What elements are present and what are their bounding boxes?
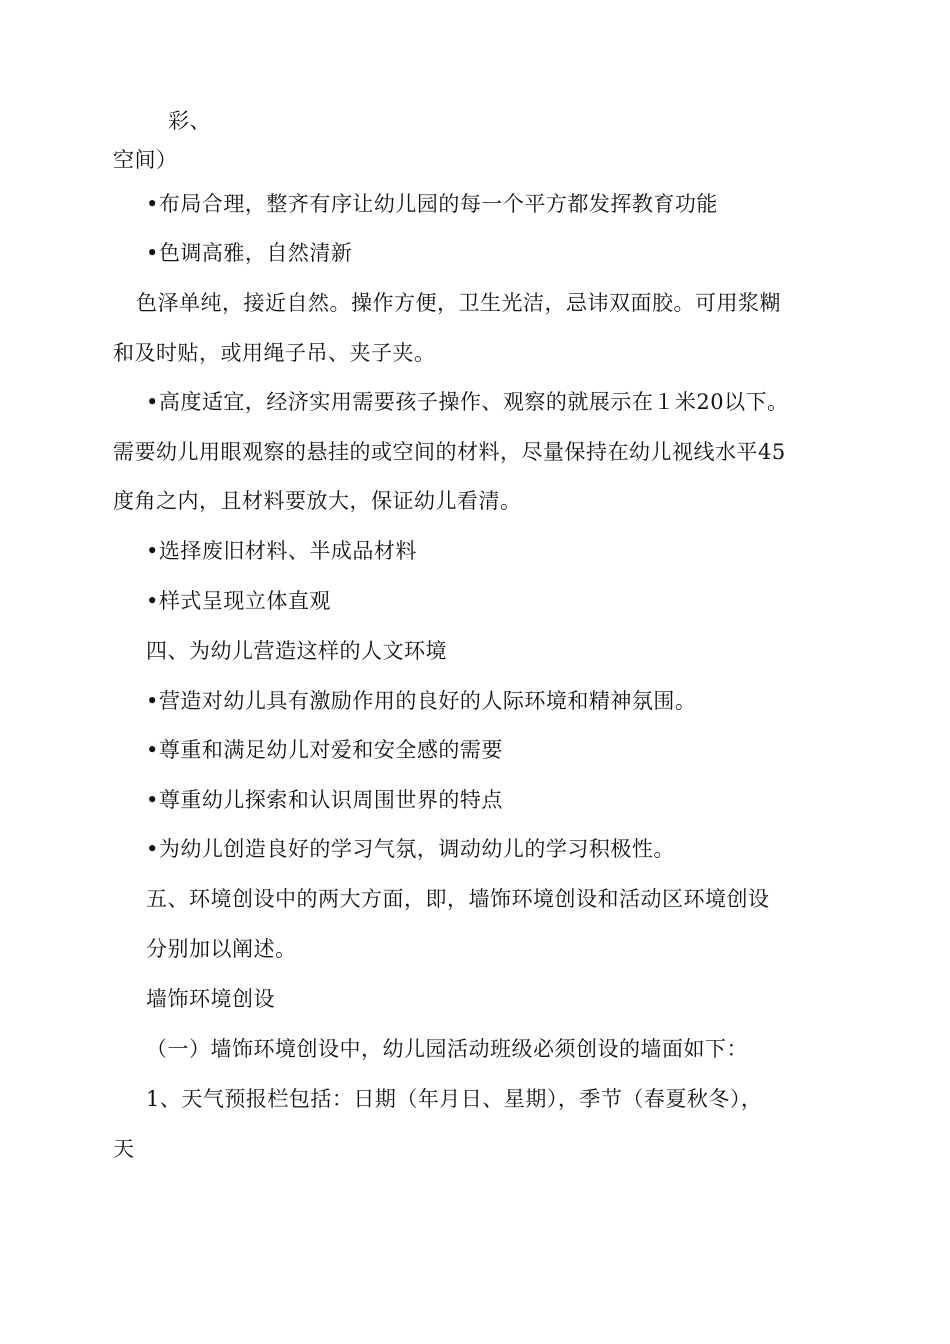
text-line: 天 [113, 1137, 135, 1161]
text-line: •高度适宜，经济实用需要孩子操作、观察的就展示在１米20以下。 [146, 390, 789, 414]
section-heading: 五、环境创设中的两大方面，即，墙饰环境创设和活动区环境创设 [146, 887, 770, 911]
text-line: 空间） [113, 148, 178, 172]
text-line: 彩、 [168, 109, 211, 133]
subsection-heading: 墙饰环境创设 [146, 987, 275, 1011]
text-line: 分别加以阐述。 [146, 937, 297, 961]
text-line: •样式呈现立体直观 [146, 589, 331, 613]
section-heading: 四、为幼儿营造这样的人文环境 [146, 639, 447, 663]
text-line: •尊重和满足幼儿对爱和安全感的需要 [146, 738, 503, 762]
text-line: •为幼儿创造良好的学习气氛，调动幼儿的学习积极性。 [146, 837, 675, 861]
text-line: 和及时贴，或用绳子吊、夹子夹。 [113, 341, 436, 365]
text-line: 度角之内，且材料要放大，保证幼儿看清。 [113, 489, 522, 513]
text-line: •色调高雅，自然清新 [146, 241, 353, 265]
text-line: •尊重幼儿探索和认识周围世界的特点 [146, 788, 503, 812]
text-line: •营造对幼儿具有激励作用的良好的人际环境和精神氛围。 [146, 689, 697, 713]
text-line: 色泽单纯，接近自然。操作方便，卫生光洁，忌讳双面胶。可用浆糊 [136, 291, 781, 315]
text-line: 需要幼儿用眼观察的悬挂的或空间的材料，尽量保持在幼儿视线水平45 [113, 440, 786, 464]
text-line: •布局合理，整齐有序让幼儿园的每一个平方都发挥教育功能 [146, 192, 718, 216]
text-line: （一）墙饰环境创设中，幼儿园活动班级必须创设的墙面如下： [146, 1037, 748, 1061]
text-line: 1、天气预报栏包括：日期（年月日、星期），季节（春夏秋冬）， [146, 1087, 763, 1111]
text-line: •选择废旧材料、半成品材料 [146, 539, 417, 563]
